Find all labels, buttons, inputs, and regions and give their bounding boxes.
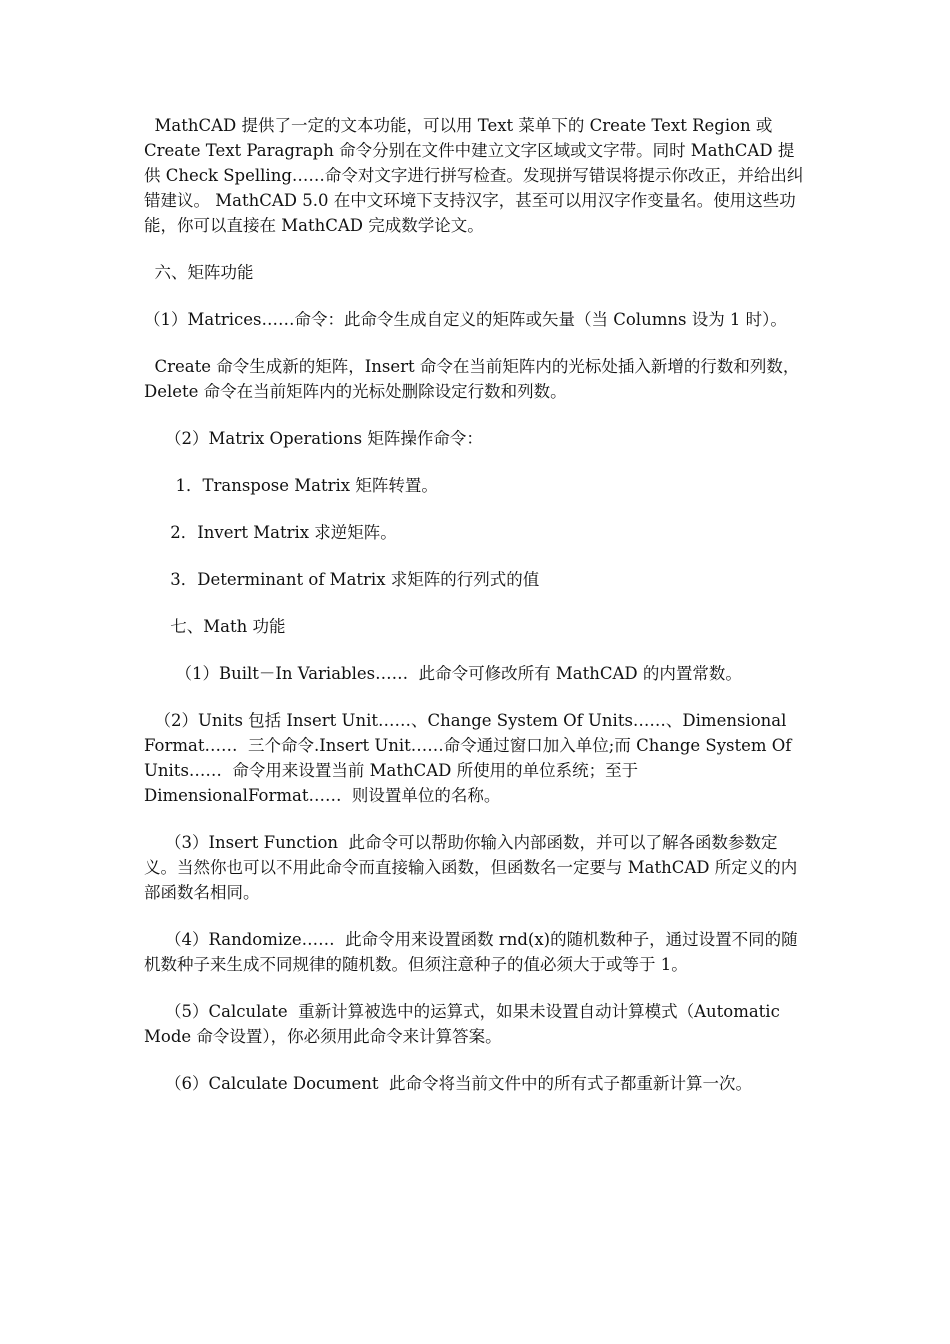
paragraph-randomize: （4）Randomize…… 此命令用来设置函数 rnd(x)的随机数种子，通过设置不同的随机数种子来生成不同规律的随机数。但须注意种子的值必须大于或等于 1。 (144, 930, 798, 974)
section-heading-math: 七、Math 功能 (144, 617, 286, 636)
section-heading-matrix: 六、矩阵功能 (144, 263, 254, 282)
paragraph-text-features: MathCAD 提供了一定的文本功能，可以用 Text 菜单下的 Create Text Region 或 Create Text Paragraph 命令分别在文件中建立文字区域或文字带。同时 MathCAD 提供 Check Spelling……命令对文字进行拼写检查。发现拼写错误将提示你改正，并给出纠错建议。 MathCAD 5.0 在中文环境下支持汉字，甚至可以用汉字作变量名。使用这些功能，你可以直接在 MathCAD 完成数学论文。 (144, 116, 804, 235)
paragraph-built-in-variables: （1）Built－In Variables…… 此命令可修改所有 MathCAD 的内置常数。 (144, 664, 742, 683)
paragraph-insert-function: （3）Insert Function 此命令可以帮助你输入内部函数，并可以了解各函数参数定义。当然你也可以不用此命令而直接输入函数，但函数名一定要与 MathCAD 所定义的内部函数名相同。 (144, 833, 798, 902)
paragraph-calculate: （5）Calculate 重新计算被选中的运算式，如果未设置自动计算模式（Automatic Mode 命令设置），你必须用此命令来计算答案。 (144, 1002, 786, 1046)
document-body (144, 113, 808, 1118)
list-item-invert: 2．Invert Matrix 求逆矩阵。 (144, 523, 397, 542)
list-item-determinant: 3．Determinant of Matrix 求矩阵的行列式的值 (144, 570, 540, 589)
list-item-transpose: 1．Transpose Matrix 矩阵转置。 (144, 476, 438, 495)
paragraph-matrix-operations: （2）Matrix Operations 矩阵操作命令： (144, 429, 483, 448)
paragraph-create-insert-delete: Create 命令生成新的矩阵，Insert 命令在当前矩阵内的光标处插入新增的行数和列数，Delete 命令在当前矩阵内的光标处删除设定行数和列数。 (144, 357, 800, 401)
paragraph-units: （2）Units 包括 Insert Unit……、Change System Of Units……、Dimensional Format…… 三个命令.Insert Unit……命令通过窗口加入单位;而 Change System Of Units…… 命令用来设置当前 MathCAD 所使用的单位系统；至于 DimensionalFormat…… 则设置单位的名称。 (144, 711, 797, 805)
paragraph-matrices-command: （1）Matrices……命令：此命令生成自定义的矩阵或矢量（当 Columns 设为 1 时）。 (144, 310, 787, 329)
paragraph-calculate-document: （6）Calculate Document 此命令将当前文件中的所有式子都重新计算一次。 (144, 1074, 753, 1093)
